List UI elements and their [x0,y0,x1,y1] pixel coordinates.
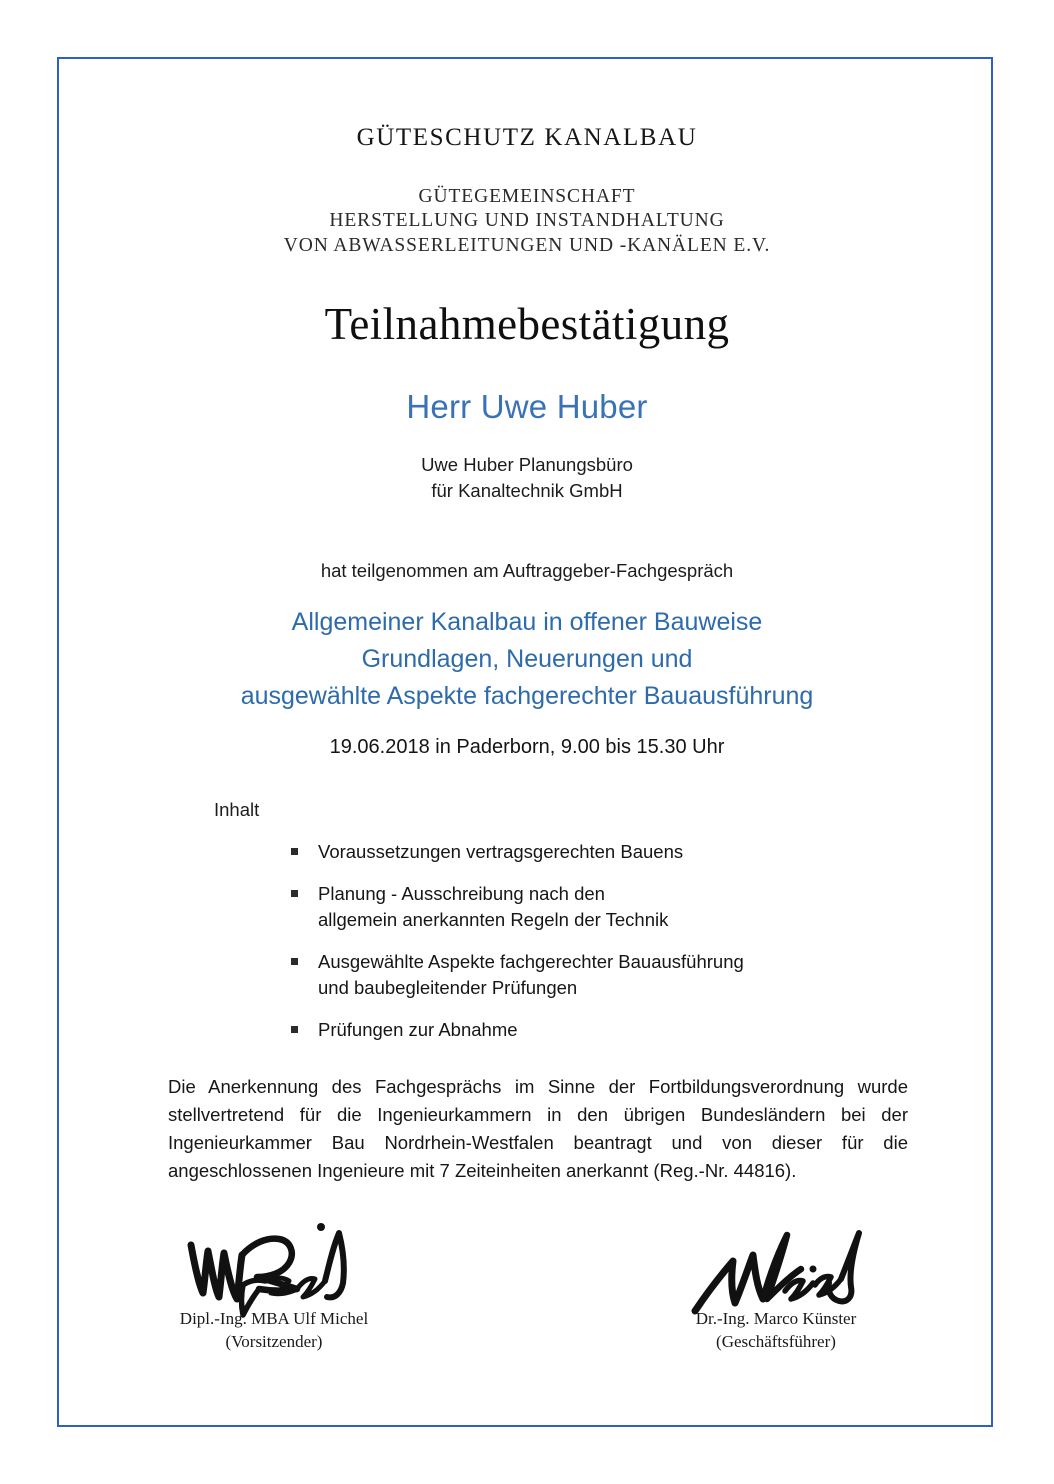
event-date-location: 19.06.2018 in Paderborn, 9.00 bis 15.30 Uhr [329,736,725,759]
signature-name: Dipl.-Ing. MBA Ulf Michel [179,1309,369,1329]
recognition-note: Die Anerkennung des Fachgesprächs im Sinne der Fortbildungsverordnung wurde stellvertretend für die Ingenieurkammern in den übrigen Bundesländern bei der Ingenieurkammer Bau Nordrhein-Westfalen beantragt und von dieser für die angeschlossenen Ingenieure mit 7 Zeiteinheiten anerkannt (Reg.-Nr. 44816). [168,1076,908,1182]
square-bullet-icon [291,1026,298,1033]
organization-subtitle-line-2: HERSTELLUNG UND INSTANDHALTUNG [329,210,725,232]
recipient-company-line-2: für Kanaltechnik GmbH [431,480,623,502]
signature-block-chairman [124,1223,424,1352]
topic-line: und baubegleitender Prüfungen [318,977,578,999]
topic-line: Prüfungen zur Abnahme [318,1019,518,1041]
participation-statement: hat teilgenommen am Auftraggeber-Fachgespräch [320,560,734,582]
certificate-title: Teilnahmebestätigung [324,299,730,350]
contents-label: Inhalt [214,799,260,821]
signature-role: (Geschäftsführer) [716,1332,836,1352]
recipient-name: Herr Uwe Huber [406,388,648,426]
signature-image-marco-kuenster [626,1223,926,1315]
organization-subtitle [0,185,1054,259]
recipient-company [0,452,1054,504]
topic-line: Planung - Ausschreibung nach den [318,883,605,905]
recipient-company-line-1: Uwe Huber Planungsbüro [421,454,633,476]
list-item [318,839,1054,865]
signature-name: Dr.-Ing. Marco Künster [695,1309,857,1329]
event-title [0,604,1054,715]
list-item [318,949,1054,1001]
square-bullet-icon [291,890,298,897]
topics-list [0,839,1054,1043]
event-title-line-3: ausgewählte Aspekte fachgerechter Bauausführung [240,682,814,711]
signature-role: (Vorsitzender) [225,1332,323,1352]
list-item [318,1017,1054,1043]
organization-subtitle-line-1: GÜTEGEMEINSCHAFT [418,185,636,207]
square-bullet-icon [291,848,298,855]
signature-image-ulf-michel [124,1223,424,1315]
topic-line: Ausgewählte Aspekte fachgerechter Bauausführung [318,951,744,973]
list-item [318,881,1054,933]
organization-subtitle-line-3: VON ABWASSERLEITUNGEN UND -KANÄLEN E.V. [283,234,771,256]
topic-line: allgemein anerkannten Regeln der Technik [318,909,669,931]
event-title-line-1: Allgemeiner Kanalbau in offener Bauweise [291,608,763,637]
organization-title: GÜTESCHUTZ KANALBAU [356,124,698,151]
square-bullet-icon [291,958,298,965]
event-title-line-2: Grundlagen, Neuerungen und [361,645,693,674]
signature-block-managing-director [626,1223,926,1352]
signature-area [0,1223,1054,1353]
topic-line: Voraussetzungen vertragsgerechten Bauens [318,841,684,863]
